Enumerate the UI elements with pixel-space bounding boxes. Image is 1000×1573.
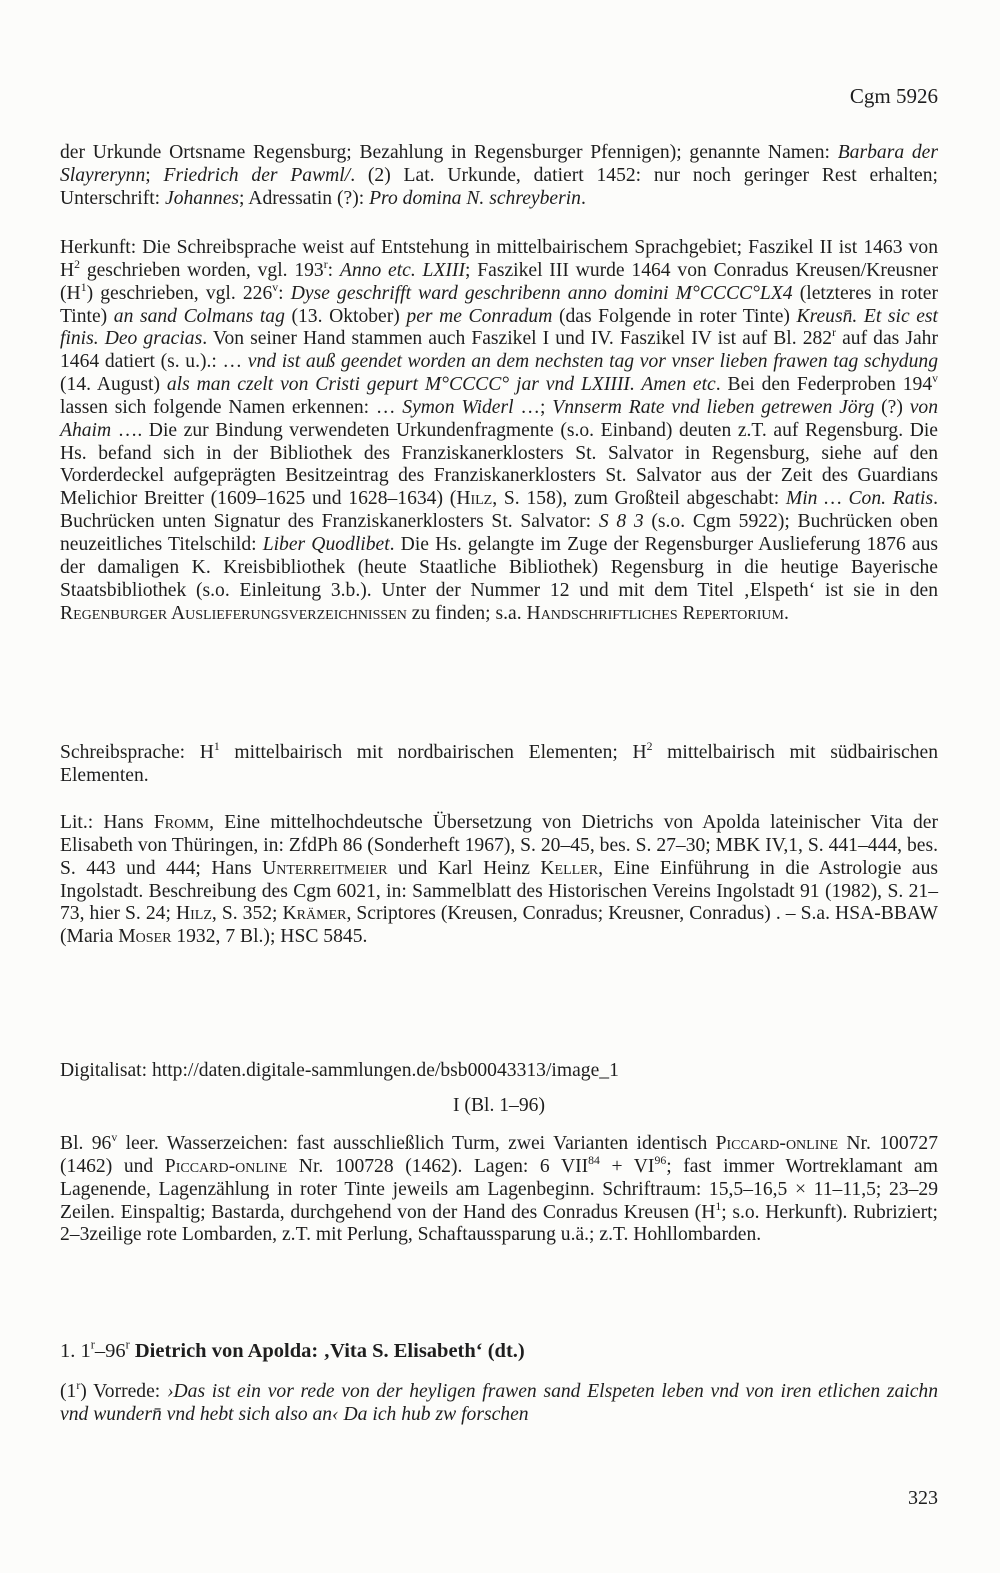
superscript: 1 [80, 280, 87, 294]
italic-run: von Ahaim [60, 396, 938, 441]
text-run: Schreibsprache: H [60, 742, 214, 763]
text-run: Lit.: Hans [60, 812, 154, 833]
superscript: 84 [588, 1153, 600, 1167]
smallcaps-run: Regenburger Auslieferungsverzeichnissen [60, 602, 407, 624]
text-run: zu finden; s.a. [406, 602, 527, 624]
text-run: . Bei den Federproben 194 [715, 374, 933, 396]
italic-run: Symon Widerl [402, 396, 514, 418]
paragraph-literature [60, 812, 938, 949]
text-run: (14. August) [60, 374, 167, 396]
smallcaps-run: Hilz [175, 903, 212, 925]
text-run: 1932, 7 Bl.); HSC 5845. [171, 926, 368, 948]
superscript: r [76, 1378, 81, 1392]
paragraph-herkunft [60, 237, 938, 625]
paragraph-schreibsprache [60, 739, 938, 788]
superscript: 96 [654, 1153, 667, 1167]
text-run: : [278, 282, 291, 304]
text-run: mittelbairisch mit südbairischen Elementen. [60, 742, 938, 786]
folio-range: –96 [94, 1340, 126, 1362]
smallcaps-run: Fromm [153, 812, 210, 833]
text-number: 1. 1 [60, 1340, 91, 1362]
text-run: geschrieben worden, vgl. 193 [80, 259, 324, 281]
italic-run: S 8 3 [598, 511, 644, 533]
italic-run: Vnnserm Rate vnd lieben getrewen Jörg [552, 396, 875, 418]
running-head: Cgm 5926 [849, 84, 938, 108]
text-run: lassen sich folgende Namen erkennen: … [60, 396, 403, 418]
text-run: . [783, 602, 789, 624]
text-run: . Buchrücken unten Signatur des Franziskanerklosters St. Salvator: [60, 488, 938, 533]
italic-run: ›Das ist ein vor rede von der heyligen frawen sand Elspeten leben vnd von iren etlichen zaichn vnd wundern̄ vnd hebt sich also an‹ Da ich hub zw forschen [60, 1381, 939, 1425]
text-run: Digitalisat: http://daten.digitale-sammlungen.de/bsb00043313/image_1 [60, 1060, 619, 1081]
superscript: v [932, 371, 939, 385]
text-title: Dietrich von Apolda: ‚Vita S. Elisabeth‘ (dt.) [129, 1340, 525, 1362]
smallcaps-run: Hilz [456, 488, 493, 510]
text-run: , Eine mittelhochdeutsche Übersetzung von Dietrichs von Apolda lateinischer Vita der Elisabeth von Thüringen, in: ZfdPh 86 (Sonderheft 1967), S. 20–45, bes. S. 27–30; MBK IV,1, S. 441–444, bes. S. 443 und 444; Hans [60, 812, 939, 879]
text-heading [60, 1338, 938, 1364]
paragraph-codicology [60, 1130, 939, 1247]
smallcaps-run: Handschriftliches Repertorium [526, 602, 784, 624]
text-run: . (2) Lat. Urkunde, datiert 1452: nur noch geringer Rest erhalten; Unterschrift: [60, 164, 938, 209]
superscript: r [832, 326, 837, 340]
text-run: ) geschrieben, vgl. 226 [86, 282, 273, 304]
smallcaps-run: Krämer [282, 903, 347, 925]
section-heading: I (Bl. 1–96) [453, 1095, 545, 1116]
italic-run: Kreusn̄. Et sic est finis. Deo gracias [60, 305, 939, 350]
text-run: (13. Oktober) [284, 305, 407, 327]
italic-run: Friedrich der Pawml/ [163, 164, 351, 186]
italic-run: Dyse geschrifft ward geschribenn anno domini M°CCCC°LX4 [290, 282, 793, 304]
italic-run: per me Conradum [406, 305, 553, 327]
italic-run: als man czelt von Cristi gepurt M°CCCC° jar vnd LXIIII. Amen etc [166, 374, 716, 396]
italic-run: Barbara der Slayrerynn [60, 142, 938, 186]
book-page [60, 0, 938, 1573]
text-run: (das Folgende in roter Tinte) [552, 305, 797, 327]
smallcaps-run: Keller [540, 857, 599, 879]
text-run: (1 [60, 1381, 77, 1402]
superscript: 1 [213, 739, 220, 753]
smallcaps-run: Piccard-online [164, 1155, 288, 1177]
paragraph-digitalisat [60, 1060, 938, 1083]
text-run: Bl. 96 [60, 1133, 112, 1154]
folio-recto-mark: r [125, 1337, 130, 1352]
text-run: ; Adressatin (?): [239, 187, 370, 209]
italic-run: Johannes [165, 187, 240, 209]
text-run: , Scriptores (Kreusen, Conradus; Kreusner, Conradus) . – S.a. HSA-BBAW (Maria [60, 903, 938, 948]
text-run: auf das Jahr 1464 datiert (s. u.).: … [60, 328, 939, 373]
paragraph-vorrede [60, 1380, 938, 1426]
text-run: ; [145, 164, 164, 186]
text-run: . Von seiner Hand stammen auch Faszikel I und IV. Faszikel IV ist auf Bl. 282 [202, 328, 833, 350]
text-run: …; [513, 396, 553, 418]
superscript: v [111, 1130, 118, 1144]
text-run: (s.o. Cgm 5922); Buchrücken oben neuzeitliches Titelschild: [60, 511, 938, 555]
text-run: + VI [599, 1155, 655, 1177]
text-run: , S. 352; [211, 903, 283, 925]
superscript: v [272, 280, 279, 294]
page-number: 323 [908, 1487, 938, 1509]
superscript: 1 [715, 1199, 722, 1213]
text-run: ; fast immer Wortreklamant am Lagenende, Lagenzählung in roter Tinte jeweils am Lagenbeginn. Schriftraum: 15,5–16,5 × 11–11,5; 23–29 Zeilen. Einspaltig; Bastarda, durchgehend von der Hand des Conradus Kreusen (H [60, 1155, 938, 1223]
text-run: (letzteres in roter Tinte) [60, 282, 939, 327]
text-run: der Urkunde Ortsname Regensburg; Bezahlung in Regensburger Pfennigen); genannte Namen: [60, 142, 838, 163]
smallcaps-run: Moser [118, 926, 172, 948]
italic-run: vnd ist auß geendet worden an dem nechsten tag vor vnser lieben frawen tag schydung [247, 351, 938, 373]
paragraph-documents-end [60, 142, 938, 211]
superscript: 2 [646, 739, 653, 753]
text-run: ) Vorrede: [80, 1381, 167, 1402]
text-run: : [327, 259, 340, 281]
text-run: Herkunft: Die Schreibsprache weist auf Entstehung in mittelbairischem Sprachgebiet; Faszikel II ist 1463 von H [60, 237, 938, 281]
folio-recto-mark: r [90, 1337, 95, 1352]
smallcaps-run: Unterreitmeier [262, 857, 388, 879]
italic-run: an sand Colmans tag [113, 305, 285, 327]
text-run: Nr. 100728 (1462). Lagen: 6 VII [287, 1155, 589, 1177]
text-run: . Die Hs. gelangte im Zuge der Regensburger Auslieferung 1876 aus der damaligen K. Kreisbibliothek (heute Staatliche Bibliothek) Regensburg in die heutige Bayerische Staatsbibliothek (s.o. Einleitung 3.b.). Unter der Nummer 12 und mit dem Titel ‚Elspeth‘ ist sie in den [60, 533, 938, 601]
italic-run: Anno etc. LXIII [339, 259, 465, 281]
text-run: ; Faszikel III wurde 1464 von Conradus Kreusen/Kreusner (H [60, 259, 938, 304]
text-run: (?) [874, 396, 910, 418]
italic-run: Liber Quodlibet [262, 533, 390, 555]
text-run: …. Die zur Bindung verwendeten Urkundenfragmente (s.o. Einband) deuten z.T. auf Regensburg. Die Hs. befand sich in der Bibliothek des Franziskanerklosters St. Salvator in Regensburg, siehe auf den Vorderdeckel aufgeprägten Besitzeintrag des Franziskanerklosters St. Salvator aus der Zeit des Guardians Melichior Breitter (1609–1625 und 1628–1634) ( [60, 419, 938, 510]
text-run: leer. Wasserzeichen: fast ausschließlich Turm, zwei Varianten identisch [117, 1133, 716, 1154]
superscript: 2 [74, 257, 81, 271]
superscript: r [323, 257, 328, 271]
italic-run: Min … Con. Ratis [785, 488, 934, 510]
smallcaps-run: Piccard-online [715, 1133, 839, 1154]
text-run: ; s.o. Herkunft). Rubriziert; 2–3zeilige rote Lombarden, z.T. mit Perlung, Schaftaussparung u.ä.; z.T. Hohllombarden. [60, 1201, 938, 1246]
text-run: , S. 158), zum Großteil abgeschabt: [492, 488, 786, 510]
text-run: , Eine Einführung in die Astrologie aus Ingolstadt. Beschreibung des Cgm 6021, in: Sammelblatt des Historischen Vereins Ingolstadt 91 (1982), S. 21–73, hier S. 24; [60, 857, 938, 925]
text-run: und Karl Heinz [387, 857, 541, 879]
text-run: Nr. 100727 (1462) und [60, 1133, 939, 1177]
text-run: mittelbairisch mit nordbairischen Elementen; H [219, 742, 647, 763]
text-run: . [580, 187, 586, 209]
italic-run: Pro domina N. schreyberin [369, 187, 581, 209]
